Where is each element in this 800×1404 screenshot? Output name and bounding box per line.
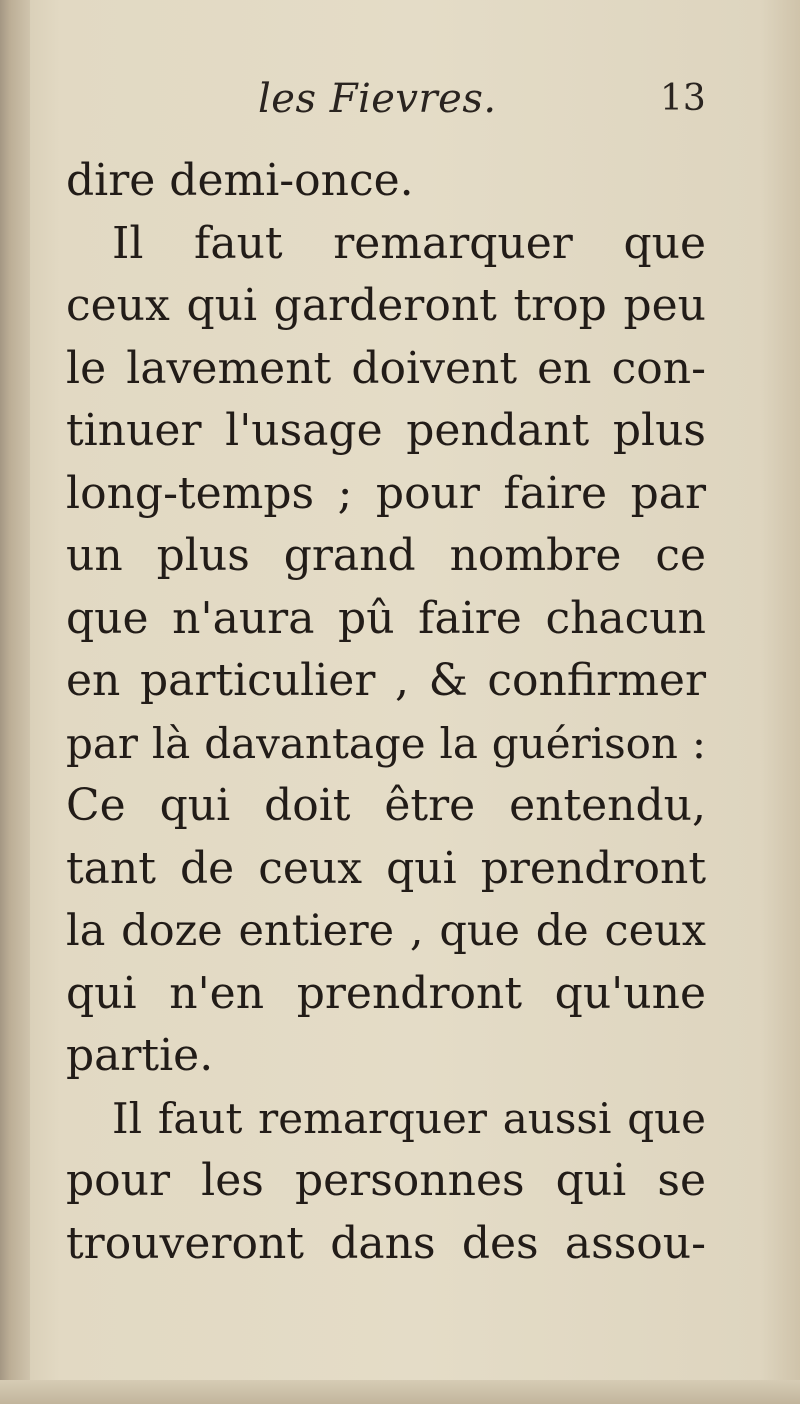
text-line: Ce qui doit être entendu, [66,780,706,831]
text-line: en particulier , & confirmer [66,655,706,706]
text-line: partie. [66,1030,214,1081]
text-line: dire demi-once. [66,155,414,206]
text-line: Il faut remarquer aussi que [112,1093,706,1143]
text-line: qui n'en prendront qu'une [66,967,706,1019]
text-line: par là davantage la guérison : [66,718,706,768]
running-head-title: les Fievres. [258,76,497,122]
text-line: ceux qui garderont trop peu [66,280,706,331]
body-text [66,150,706,1275]
text-line: un plus grand nombre ce [66,530,706,581]
page-bottom-edge [0,1380,800,1404]
text-line: le lavement doivent en con- [66,342,706,394]
text-line: la doze entiere , que de ceux [66,906,706,956]
page-number: 13 [660,78,706,119]
text-line: tinuer l'usage pendant plus [66,405,706,456]
text-line: trouveront dans des assou- [66,1217,706,1269]
page-gutter-shadow [0,0,30,1404]
text-line: Il faut remarquer que [112,217,706,269]
text-line: que n'aura pû faire chacun [66,592,706,644]
text-line: pour les personnes qui se [66,1155,706,1206]
text-line: long-temps ; pour faire par [66,467,706,519]
text-line: tant de ceux qui prendront [66,842,706,894]
